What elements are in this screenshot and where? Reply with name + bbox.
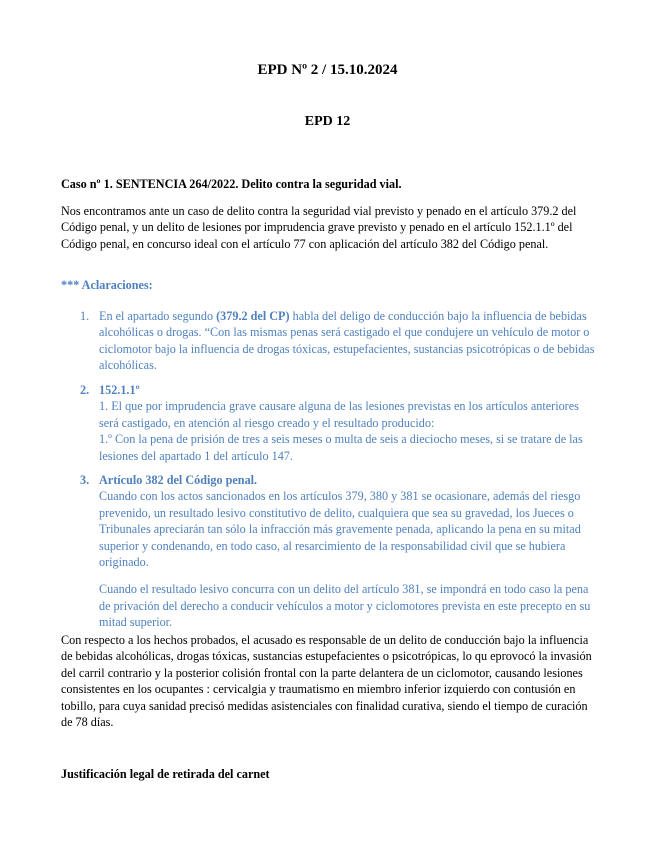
case-heading: Caso nº 1. SENTENCIA 264/2022. Delito contra la seguridad vial. — [61, 177, 402, 191]
list-item-number: 2. — [80, 383, 90, 397]
list-item-number: 3. — [80, 473, 90, 487]
list-item-3-heading: Artículo 382 del Código penal. — [99, 473, 258, 487]
aclaraciones-heading: *** Aclaraciones: — [61, 278, 153, 292]
list-item-2-line2: 1.º Con la pena de prisión de tres a seis meses o multa de seis a dieciocho meses, si se tratare de las lesiones del apartado 1 del artículo 147. — [99, 432, 583, 463]
list-item-1-text-before: En el apartado segundo — [99, 309, 217, 323]
list-item-3-content — [99, 472, 596, 631]
list-item-2-heading: 152.1.1º — [99, 383, 140, 397]
list-item-2-content — [99, 382, 596, 464]
list-item-number: 1. — [80, 309, 90, 323]
list-item-1-reference: (379.2 del CP) — [216, 309, 290, 323]
list-item-1-text-after: habla del deligo de conducción bajo la influencia de bebidas alcohólicas o drogas. “Con las mismas penas será castigado el que condujere un vehículo de motor o ciclomotor bajo la influencia de drogas tóxicas, estupefacientes, sustancias psicotrópicas o de bebidas alcohólicas. — [99, 309, 595, 373]
document-title: EPD Nº 2 / 15.10.2024 — [257, 62, 398, 78]
case-intro-paragraph: Nos encontramos ante un caso de delito contra la seguridad vial previsto y penado en el artículo 379.2 del Código penal, y un delito de lesiones por imprudencia grave previsto y penado en el artículo 152.1.1º del Código penal, en concurso ideal con el artículo 77 con aplicación del artículo 382 del Código penal. — [61, 204, 577, 251]
list-item-1-content — [99, 308, 596, 374]
list-item-3-para1: Cuando con los actos sancionados en los artículos 379, 380 y 381 se ocasionare, además del riesgo prevenido, un resultado lesivo constitutivo de delito, cualquiera que sea su gravedad, los Jueces o Tribunales apreciarán tan sólo la infracción más gravemente penada, aplicando la pena en su mitad superior y condenando, en todo caso, al resarcimiento de la responsabilidad civil que se hubiera originado. — [99, 489, 581, 570]
list-item-2-line1: 1. El que por imprudencia grave causare alguna de las lesiones previstas en los artículos anteriores será castigado, en atención al riesgo creado y el resultado producido: — [99, 399, 579, 430]
list-item-3-para2: Cuando el resultado lesivo concurra con un delito del artículo 381, se impondrá en todo caso la pena de privación del derecho a conducir vehículos a motor y ciclomotores prevista en este precepto en su mitad superior. — [99, 582, 591, 630]
document-subtitle: EPD 12 — [304, 114, 351, 129]
justification-heading: Justificación legal de retirada del carnet — [61, 767, 270, 781]
facts-paragraph: Con respecto a los hechos probados, el acusado es responsable de un delito de conducción bajo la influencia de bebidas alcohólicas, drogas tóxicas, sustancias estupefacientes o psicotrópicas, lo qu eprovocó la invasión del carril contrario y la posterior colisión frontal con la parte delantera de un ciclomotor, causando lesiones consistentes en los ocupantes : cervicalgia y traumatismo en miembro inferior izquierdo con contusión en tobillo, para cuya sanidad precisó medidas asistenciales con finalidad curativa, siendo el tiempo de curación de 78 días. — [61, 633, 592, 730]
